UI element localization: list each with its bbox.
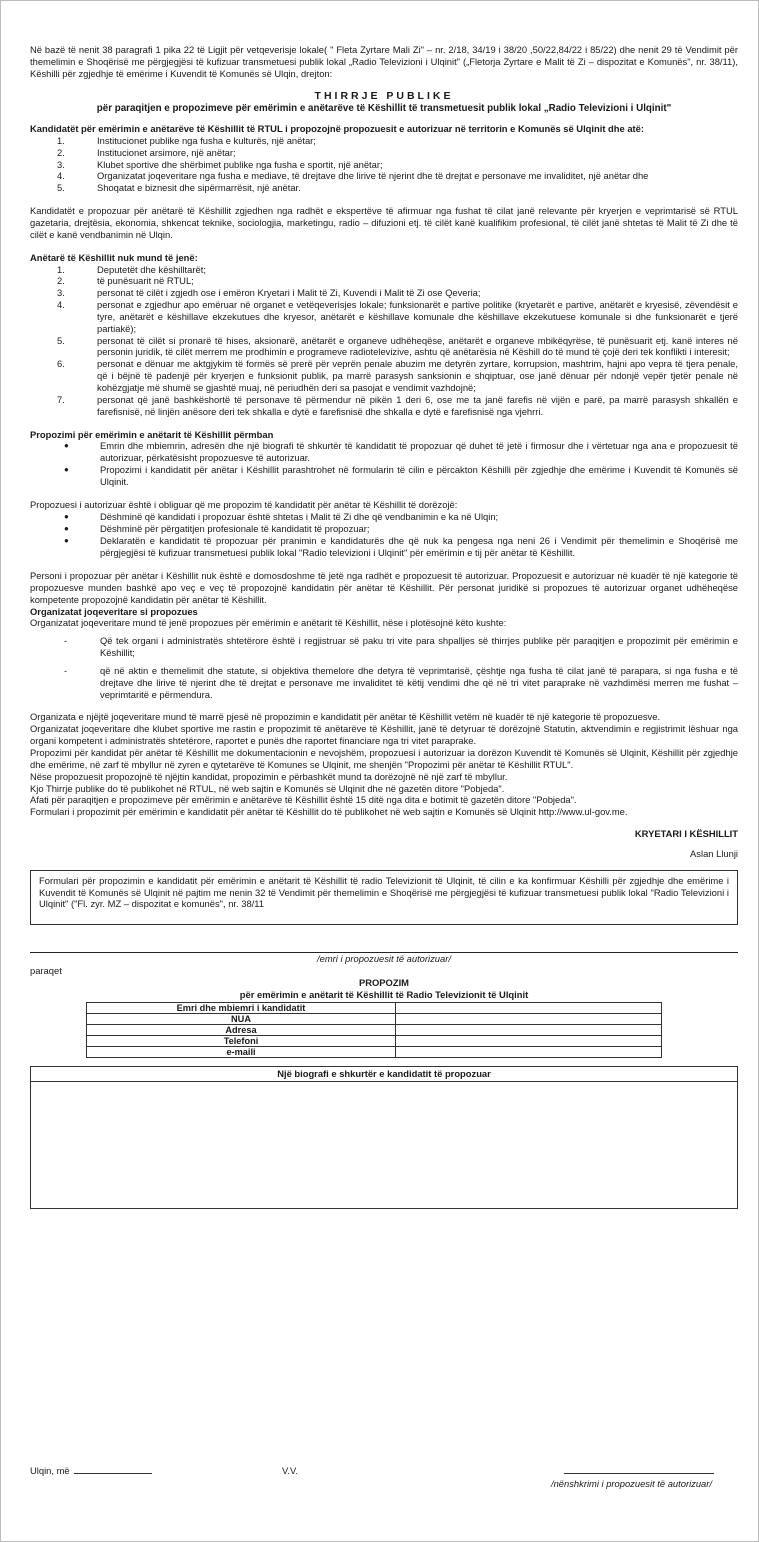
item-text: personat të cilët i zgjedh ose i emëron Kryetari i Malit të Zi, Kuvendi i Malit të Zi ose Qeveria; [97,287,481,299]
list-item [30,464,738,488]
form-subtitle: për emërimin e anëtarit të Këshillit të Radio Televizionit të Ulqinit [239,988,529,1000]
item-text: Deputetët dhe këshilltarët; [97,263,206,275]
form-row [87,1002,662,1013]
list-item [30,523,738,535]
item-text: Institucionet publike nga fusha e kulturës, një anëtar; [97,134,316,146]
closing-paragraph: Nëse propozuesit propozojnë të njëjtin kandidat, propozimin e përbashkët mund ta dorëzojnë në një zarf të mbyllur. [30,770,508,782]
form-row [87,1047,662,1058]
item-text: personat e zgjedhur apo emëruar në organet e vetëqeverisjes lokale; funksionarët e partive politike (kryetarët e partive, anëtarët e kryesisë, zëvendësit e tyre, anëtarët e këshillave ekzekutues dhe kryesor, anëtarët e këshillave komunale dhe këshillave ekzekutuese komunale si dhe funksionarët e tjerë partiakë); [97,299,738,334]
form-row-label: e-maili [87,1047,396,1058]
list-item [30,335,738,359]
signature-line[interactable] [564,1473,714,1474]
form-row-label: NUA [87,1013,396,1024]
list-item [30,275,738,287]
item-text: Institucionet arsimore, një anëtar; [97,146,236,158]
item-text: Që tek organi i administratës shtetërore është i regjistruar së paku tri vite para shpalljes së thirrjes publike për paraqitjen e propozimit për emërimin e Këshillit; [100,635,738,659]
item-text: Emrin dhe mbiemrin, adresën dhe një biografi të shkurtër të kandidatit të propozuar që duhet të jetë i firmosur dhe i vërtetuar nga ana e propozuesit të autorizuar, përkatësisht propozuesve të autorizuar. [100,440,738,464]
person-paragraph: Personi i propozuar për anëtar i Këshillit nuk është e domosdoshme të jetë nga radhët e propozuesit të autorizuar. Propozuesit e autorizuar në kuadër të një kategorie të propozuesve munden bashkë apo veç e veç të propozojnë kandidatin për anëtar të Këshillit. Për personat juridikë si propozues të autorizuar organet udhëheqëse kompetente propozojnë kandidatin për anëtar të Këshillit. [30,570,738,605]
item-number: 3. [57,287,65,299]
item-text: Organizatat joqeveritare nga fusha e mediave, të drejtave dhe lirive të njerint dhe të drejtat e personave me invaliditet, një anëtar dhe [97,170,649,182]
document-body [30,44,738,1209]
biography-box[interactable] [30,1066,738,1209]
item-number: 3. [57,158,65,170]
item-number: 5. [57,334,65,346]
dash-icon: - [64,664,68,676]
item-text: personat e dënuar me aktgjykim të formës së prerë për veprën penale abuzim me detyrën zyrtare, korrupsion, mashtrim, hajni apo vepra të tjera penale, që i bëjnë të padenjë për kryerjen e funksionit publik, pa marrë parasysh sanksionin e shqiptuar, ose janë dënuar për ndonjë vepër tjetër penale në kohëzgjatje më shumë se gjashtë muaj, në periudhën deri sa pasojat e vendimit vazhdojnë; [97,358,738,393]
candidates-heading: Kandidatët për emërimin e anëtarëve të Këshillit të RTUL i propozojnë propozuesit e autorizuar në territorin e Komunës së Ulqinit dhe atë: [30,123,645,135]
item-text: Klubet sportive dhe shërbimet publike nga fusha e sportit, një anëtar; [97,158,383,170]
form-row-input[interactable] [396,1002,662,1013]
bullet-icon: ● [64,536,69,546]
document-subtitle: për paraqitjen e propozimeve për emërimin e anëtarëve të Këshillit të transmetuesit publik lokal „Radio Televizioni i Ulqinit" [96,102,672,114]
submits-label: paraqet [30,965,62,977]
closing-paragraph: Organizatat joqeveritare dhe klubet sportive me rastin e propozimit të anëtarëve të Këshillit, janë të detyruar të dorëzojnë Statutin, aktvendimin e regjistrimit lëshuar nga organi kompetent i administratës shtetërore, raportet e punës dhe raportet financiare nga tri vitet paraprake. [30,723,738,747]
bullet-icon: ● [64,511,69,521]
bullet-icon: ● [64,441,69,451]
bullet-icon: ● [64,465,69,475]
list-item [30,535,738,559]
obliged-list [30,511,738,559]
seal-label: V.V. [282,1465,298,1476]
closing-paragraph: Propozimi për kandidat për anëtar të Këshillit me dokumentacionin e nevojshëm, propozuesi i autorizuar ia dorëzon Kuvendit të Komunës së Ulqinit, Këshillit për zgjedhje dhe emërime, në zarf të mbyllur në zyren e qytetarëve të Komunes se Ulqinit, me shenjën "Propozimi për anëtar të Këshillit RTUL". [30,747,738,770]
item-text: të punësuarit në RTUL; [97,275,194,287]
form-title: PROPOZIM [358,976,409,988]
item-number: 4. [57,299,65,311]
form-row-label: Telefoni [87,1035,396,1046]
item-text: Shoqatat e biznesit dhe sipërmarrësit, një anëtar. [97,182,301,194]
closing-paragraph: Formulari i propozimit për emërimin e kandidatit për anëtar të Këshillit do të publikohet në web sajtin e Komunës së Ulqinit http://www.ul-gov.me. [30,806,628,818]
closing-paragraph: Afati për paraqitjen e propozimeve për emërimin e anëtarëve të Këshillit është 15 ditë nga dita e botimit të gazetën ditore "Pobjeda". [30,794,577,806]
list-item [30,135,738,147]
list-item [30,511,738,523]
list-item [30,358,738,394]
ineligible-list [30,264,738,418]
dash-icon: - [64,635,68,647]
signature-caption: /nënshkrimi i propozuesit të autorizuar/ [550,1478,712,1489]
item-text: Propozimi i kandidatit për anëtar i Këshillit parashtrohet në formularin të cilin e përcakton Këshilli për zgjedhje dhe emërime i Kuvendit të Komunës së Ulqinit. [100,464,738,487]
form-row-label: Adresa [87,1024,396,1035]
item-number: 2. [57,146,65,158]
list-item [30,264,738,276]
item-text: Dëshminë për përgatitjen profesionale të kandidatit të propozuar; [100,522,370,534]
signature-title: KRYETARI I KËSHILLIT [634,828,738,840]
closing-paragraph: Kjo Thirrje publike do të publikohet në RTUL, në web sajtin e Komunës së Ulqinit dhe në gazetën ditore "Pobjeda". [30,782,505,794]
candidate-form-table [86,1002,662,1059]
form-row-input[interactable] [396,1035,662,1046]
list-item [30,159,738,171]
list-item [30,394,738,418]
form-note-text: Formulari për propozimin e kandidatit për emërimin e anëtarit të Këshillit të radio Televizionit të Ulqinit, të cilin e ka konfirmuar Këshilli për zgjedhje dhe emërime i Kuvendit të Komunës së Ulqinit në pajtim me nenin 32 të Vendimit për themelimin e Shoqërisë me përgjegjësi të kufizuar transmetuesi publik lokal "Radio Televizioni i Ulqinit" ("Fl. zyr. MZ – dispozitat e komunës", nr. 38/11 [39,874,729,910]
item-text: që në aktin e themelimit dhe statute, si objektiva themelore dhe detyra të veprimtarisë, çështje nga fusha të cilat janë të parapara, si nga fusha e të drejtave dhe lirive të njerint dhe të drejtat e personave me invaliditet të këtij vendimi dhe që në tri vitet paraprake në vazhdimësi merren me fushat – veprimtaritë e përmendura. [100,664,738,700]
item-text: Dëshminë që kandidati i propozuar është shtetas i Malit të Zi dhe që vendbanimin e ka në Ulqin; [100,510,499,522]
ineligible-heading: Anëtarë të Këshillit nuk mund të jenë: [30,251,198,263]
form-row [87,1035,662,1046]
form-note-box [30,870,738,926]
ngo-intro: Organizatat joqeveritare mund të jenë propozues për emërimin e anëtarit të Këshillit, nëse i plotësojnë këto kushte: [30,617,507,629]
item-number: 1. [57,134,65,146]
list-item [30,440,738,464]
list-item [30,665,738,701]
authorized-name-caption: /emri i propozuesit të autorizuar/ [317,953,451,965]
place-date-label: Ulqin, më [30,1465,70,1476]
signature-name: Aslan Llunji [690,847,738,859]
form-row-input[interactable] [396,1024,662,1035]
candidates-list [30,135,738,194]
item-number: 6. [57,358,65,370]
form-row [87,1013,662,1024]
item-text: personat të cilët si pronarë të hises, aksionarë, anëtarët e organeve udhëheqëse, anëtarët e organeve mbikëqyrëse, të punësuarit etj. kanë interes në personin juridik, të cilët merrem me prodhimin e programeve radiotelevizive, ashtu që anëtarësia në Këshill do të mund të çojë deri tek konflikti i interesit; [97,334,738,358]
candidates-paragraph: Kandidatët e propozuar për anëtarë të Këshillit zgjedhen nga radhët e ekspertëve të afirmuar nga fushat të cilat janë relevante për kryerjen e veprimtarisë së RTUL gazetaria, drejtësia, ekonomia, shkencat teknike, sociologjia, marketingu, radio – difuzioni etj. të cilët kanë kualifikim profesional, të cilët janë shtetas të Malit të Zi dhe të cilët e kanë vendbanimin në Ulqin. [30,205,738,240]
closing-paragraphs [30,711,738,818]
item-text: Deklaratën e kandidatit të propozuar për pranimin e kandidaturës dhe që nuk ka pengesa nga neni 26 i Vendimit për themelimin e Shoqërisë me përgjegjësi të kufizuar transmetuesi publik lokal "Radio televizioni i Ulqinit" për emërimin e tij për anëtar të Këshillit. [100,535,738,559]
ngo-list [30,635,738,700]
form-row [87,1024,662,1035]
place-date [30,1465,152,1477]
item-number: 4. [57,170,65,182]
proposal-heading: Propozimi për emërimin e anëtarit të Këshillit përmban [30,428,274,440]
bullet-icon: ● [64,523,69,533]
closing-paragraph: Organizata e njëjtë joqeveritare mund të marrë pjesë në propozimin e kandidatit për anëtar të Këshillit vetëm në kuadër të një kategorie të propozuesve. [30,711,661,723]
proposal-list [30,440,738,487]
intro-paragraph: Në bazë të nenit 38 paragrafi 1 pika 22 të Ligjit për vetqeverisje lokale( " Fleta Zyrtare Mali Zi" – nr. 2/18, 34/19 i 38/20 ,50/22,84/22 i 85/22) dhe nenit 29 të Vendimit për themelimin e Shoqërisë me përgjegjësi të kufizuar transmetuesi publik lokal „Radio Televizioni i Ulqinit" („Fletorja Zyrtare e Malit të Zi – dispozitat e Komunës", nr. 38/11), Këshilli për zgjedhje të emërime i Kuvendit të Komunës së Ulqin, drejton: [30,44,738,79]
obliged-intro: Propozuesi i autorizuar është i obliguar që me propozim të kandidatit për anëtar të Këshillit të dorëzojë: [30,498,458,510]
list-item [30,147,738,159]
form-row-label: Emri dhe mbiemri i kandidatit [87,1002,396,1013]
document-title: THIRRJE PUBLIKE [314,89,454,102]
form-row-input[interactable] [396,1013,662,1024]
item-number: 1. [57,263,65,275]
list-item [30,170,738,182]
item-number: 2. [57,275,65,287]
list-item [30,182,738,194]
list-item [30,635,738,659]
list-item [30,299,738,335]
item-text: personat që janë bashkëshortë të personave të përmendur në pikën 1 deri 6, ose me ta janë farefis në vijën e parë, pa marrë parasysh shkallën e farefisnisë, në linjën anësore deri tek shkalla e dytë e farefisnisë dhe shkalla e dytë e farefisnisë nga vjehrri. [97,393,738,417]
item-number: 7. [57,393,65,405]
list-item [30,287,738,299]
form-row-input[interactable] [396,1047,662,1058]
item-number: 5. [57,182,65,194]
ngo-heading: Organizatat joqeveritare si propozues [30,605,198,617]
form-footer [30,1465,730,1505]
date-field[interactable] [74,1473,152,1474]
biography-heading: Një biografi e shkurtër e kandidatit të propozuar [31,1067,737,1082]
